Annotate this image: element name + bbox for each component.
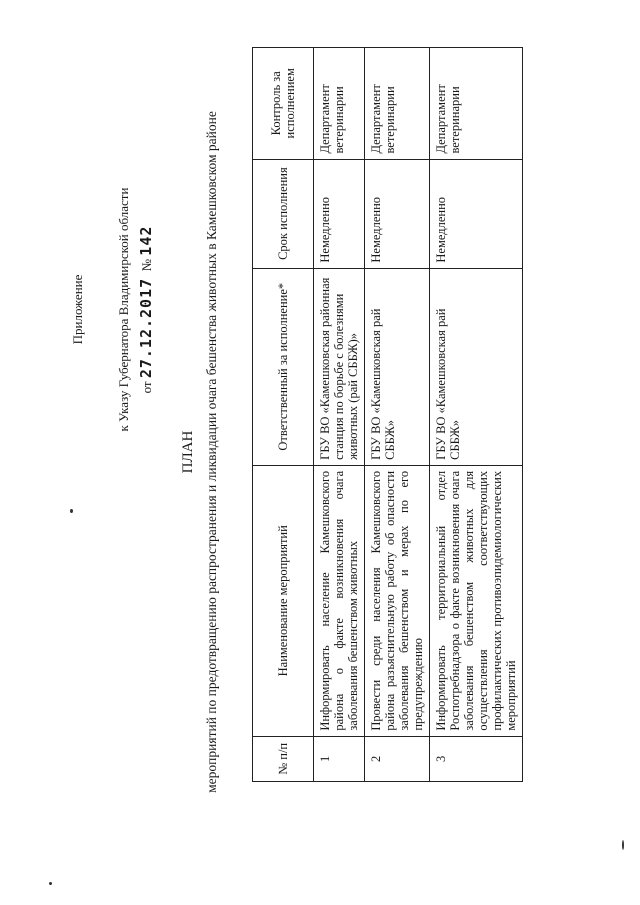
row-responsible: ГБУ ВО «Камешковская рай СББЖ» — [365, 268, 430, 465]
scan-speck — [70, 509, 73, 513]
row-responsible: ГБУ ВО «Камешковская районная станция по борьбе с болезнями животных (рай СББЖ)» — [314, 268, 365, 465]
row-num: 2 — [365, 736, 430, 781]
row-term: Немедленно — [365, 159, 430, 268]
row-name: Провести среди населения Камешковского района разъяснительную работу об опасности заболевания бешенством и мерах по его предупреждению — [365, 465, 430, 736]
header-name: Наименование мероприятий — [253, 465, 314, 736]
table-row — [365, 48, 430, 782]
appendix-decree: к Указу Губернатора Владимирской области — [116, 187, 131, 432]
decree-number: 142 — [137, 225, 155, 256]
table-row — [430, 48, 523, 782]
row-name: Информировать население Камешковского района о факте возникновения очага заболевания бешенством животных — [314, 465, 365, 736]
header-responsible: Ответственный за исполнение* — [253, 268, 314, 465]
scan-speck — [622, 840, 624, 850]
row-term: Немедленно — [430, 159, 523, 268]
document-subtitle: мероприятий по предотвращению распространения и ликвидации очага бешенства животных в Камешковском районе — [204, 111, 219, 793]
row-control: Департамент ветеринарии — [430, 48, 523, 160]
header-term: Срок исполнения — [253, 159, 314, 268]
date-prefix: от — [139, 381, 154, 394]
table-row — [314, 48, 365, 782]
decree-date: 27.12.2017 — [137, 277, 155, 379]
header-num: № п/п — [253, 736, 314, 781]
scan-speck — [49, 882, 52, 885]
row-num: 1 — [314, 736, 365, 781]
document-title: ПЛАН — [180, 430, 196, 474]
row-term: Немедленно — [314, 159, 365, 268]
row-name: Информировать территориальный отдел Роспотребнадзора о факте возникновения очага заболевания бешенством животных для осуществления соответствующих профилактических противоэпидемиологических мероприятий — [430, 465, 523, 736]
row-num: 3 — [430, 736, 523, 781]
appendix-block — [70, 12, 155, 892]
table-header-row — [253, 48, 314, 782]
plan-table — [252, 47, 523, 782]
row-responsible: ГБУ ВО «Камешковская рай СББЖ» — [430, 268, 523, 465]
appendix-date-line — [138, 12, 155, 607]
document-page — [20, 12, 620, 892]
row-control: Департамент ветеринарии — [314, 48, 365, 160]
header-control: Контроль за исполнением — [253, 48, 314, 160]
appendix-label: Приложение — [70, 274, 85, 345]
row-control: Департамент ветеринарии — [365, 48, 430, 160]
number-prefix: № — [139, 258, 154, 272]
